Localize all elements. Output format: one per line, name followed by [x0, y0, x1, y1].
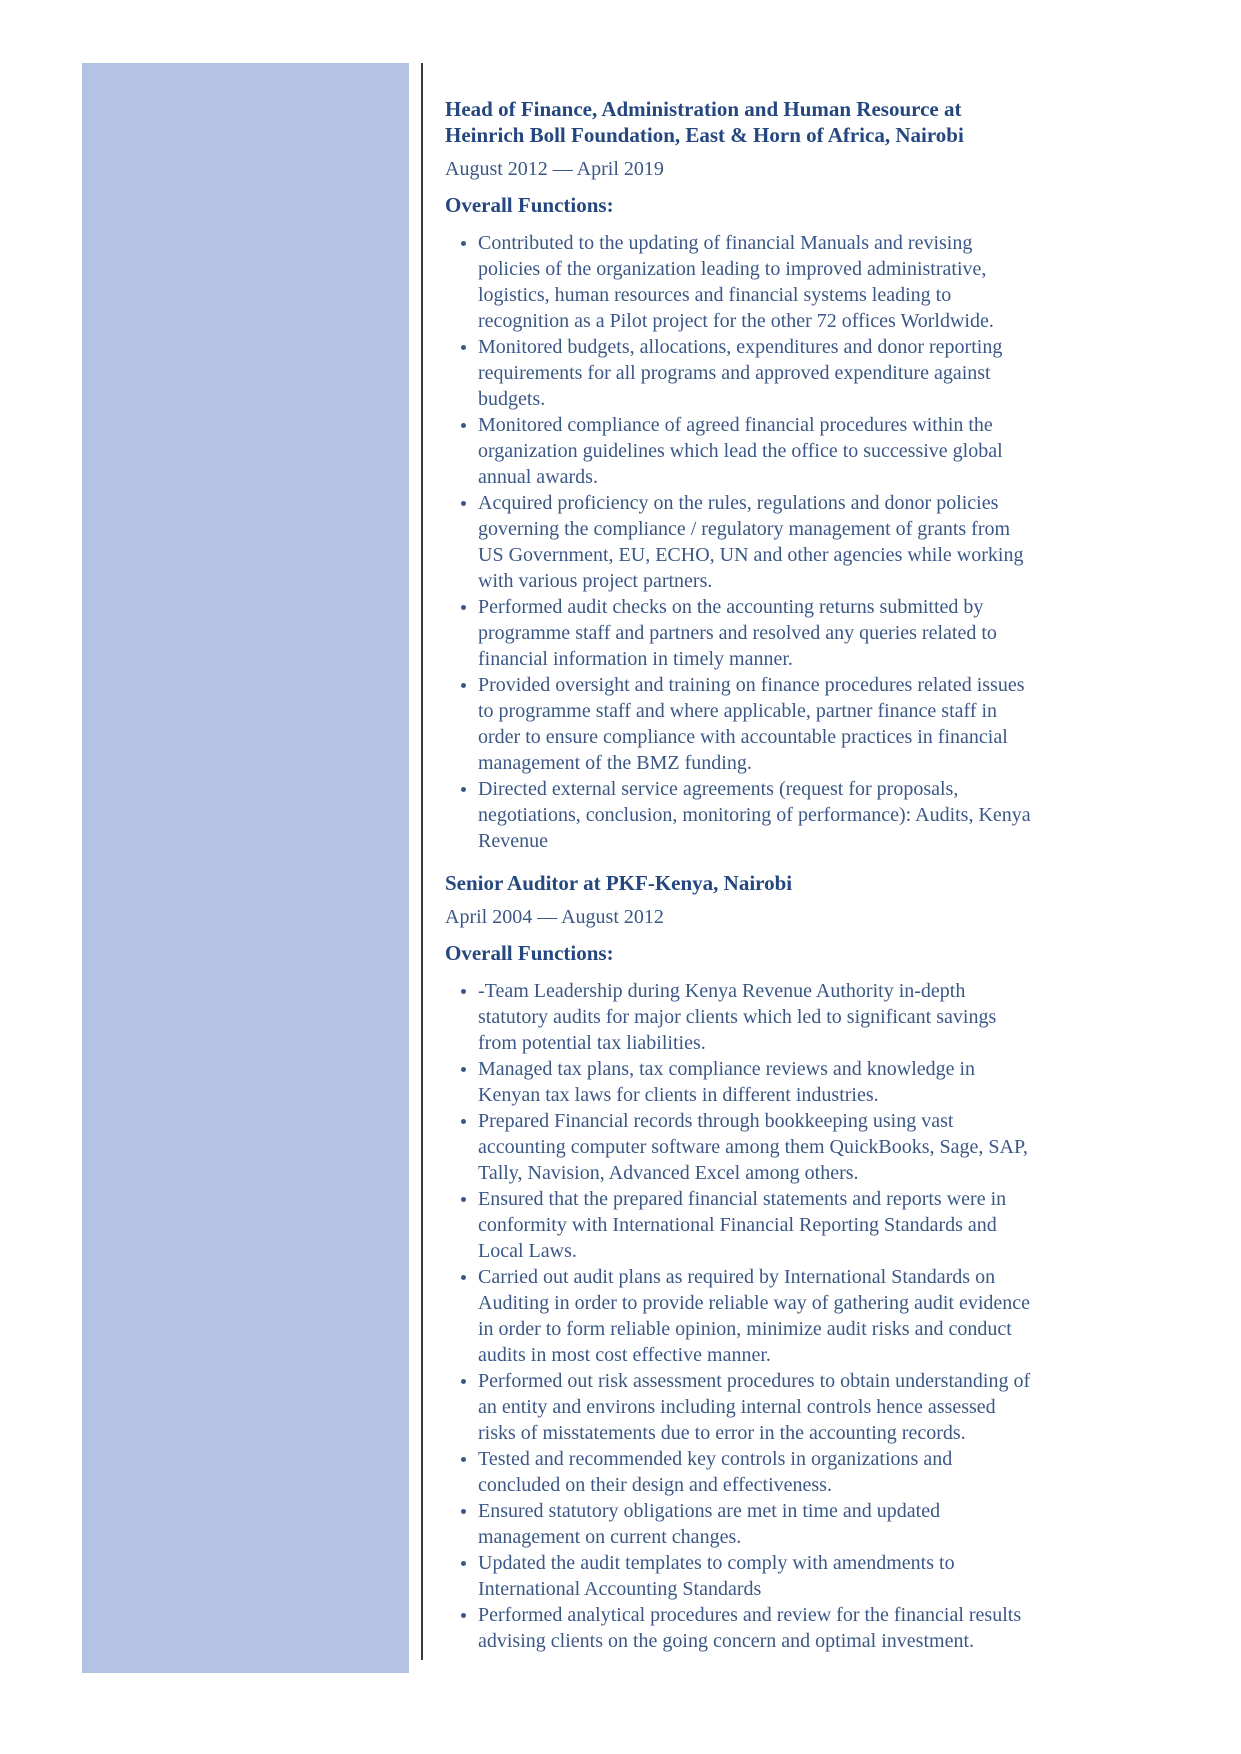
bullet-item: Updated the audit templates to comply with amendments to International Accounting Standards — [478, 1550, 1035, 1602]
bullet-item: Ensured that the prepared financial statements and reports were in conformity with International Financial Reporting Standards and Local Laws. — [478, 1186, 1035, 1264]
bullet-item: Performed analytical procedures and review for the financial results advising clients on the going concern and optimal investment. — [478, 1602, 1035, 1654]
job-dates: April 2004 — August 2012 — [445, 906, 664, 928]
vertical-divider — [421, 63, 423, 1660]
bullet-item: -Team Leadership during Kenya Revenue Authority in-depth statutory audits for major clients which led to significant savings from potential tax liabilities. — [478, 978, 1035, 1056]
bullet-item: Directed external service agreements (request for proposals, negotiations, conclusion, monitoring of performance): Audits, Kenya Revenue — [478, 776, 1035, 854]
bullet-item: Tested and recommended key controls in organizations and concluded on their design and effectiveness. — [478, 1446, 1035, 1498]
bullet-item: Performed out risk assessment procedures to obtain understanding of an entity and environs including internal controls hence assessed risks of misstatements due to error in the accounting records. — [478, 1368, 1035, 1446]
bullet-item: Prepared Financial records through bookkeeping using vast accounting computer software among them QuickBooks, Sage, SAP, Tally, Navision, Advanced Excel among others. — [478, 1108, 1035, 1186]
job-section — [445, 870, 1035, 1654]
bullet-item: Acquired proficiency on the rules, regulations and donor policies governing the compliance / regulatory management of grants from US Government, EU, ECHO, UN and other agencies while working with various project partners. — [478, 490, 1035, 594]
bullet-item: Monitored budgets, allocations, expenditures and donor reporting requirements for all programs and approved expenditure against budgets. — [478, 334, 1035, 412]
sidebar-panel — [82, 63, 409, 1673]
job-title: Senior Auditor at PKF-Kenya, Nairobi — [445, 871, 793, 895]
job-dates: August 2012 — April 2019 — [445, 158, 664, 180]
bullet-item: Monitored compliance of agreed financial procedures within the organization guidelines which lead the office to successive global annual awards. — [478, 412, 1035, 490]
bullet-item: Performed audit checks on the accounting returns submitted by programme staff and partners and resolved any queries related to financial information in timely manner. — [478, 594, 1035, 672]
bullet-item: Contributed to the updating of financial Manuals and revising policies of the organization leading to improved administrative, logistics, human resources and financial systems leading to recognition as a Pilot project for the other 72 offices Worldwide. — [478, 230, 1035, 334]
bullet-list — [445, 230, 1035, 854]
bullet-item: Managed tax plans, tax compliance reviews and knowledge in Kenyan tax laws for clients in different industries. — [478, 1056, 1035, 1108]
bullet-item: Ensured statutory obligations are met in time and updated management on current changes. — [478, 1498, 1035, 1550]
job-section — [445, 96, 1035, 854]
job-title: Head of Finance, Administration and Human Resource at Heinrich Boll Foundation, East & Horn of Africa, Nairobi — [445, 97, 964, 147]
resume-content — [445, 96, 1035, 1654]
bullet-item: Carried out audit plans as required by International Standards on Auditing in order to provide reliable way of gathering audit evidence in order to form reliable opinion, minimize audit risks and conduct audits in most cost effective manner. — [478, 1264, 1035, 1368]
bullet-item: Provided oversight and training on finance procedures related issues to programme staff and where applicable, partner finance staff in order to ensure compliance with accountable practices in financial management of the BMZ funding. — [478, 672, 1035, 776]
functions-label: Overall Functions: — [445, 193, 614, 217]
functions-label: Overall Functions: — [445, 941, 614, 965]
bullet-list — [445, 978, 1035, 1654]
